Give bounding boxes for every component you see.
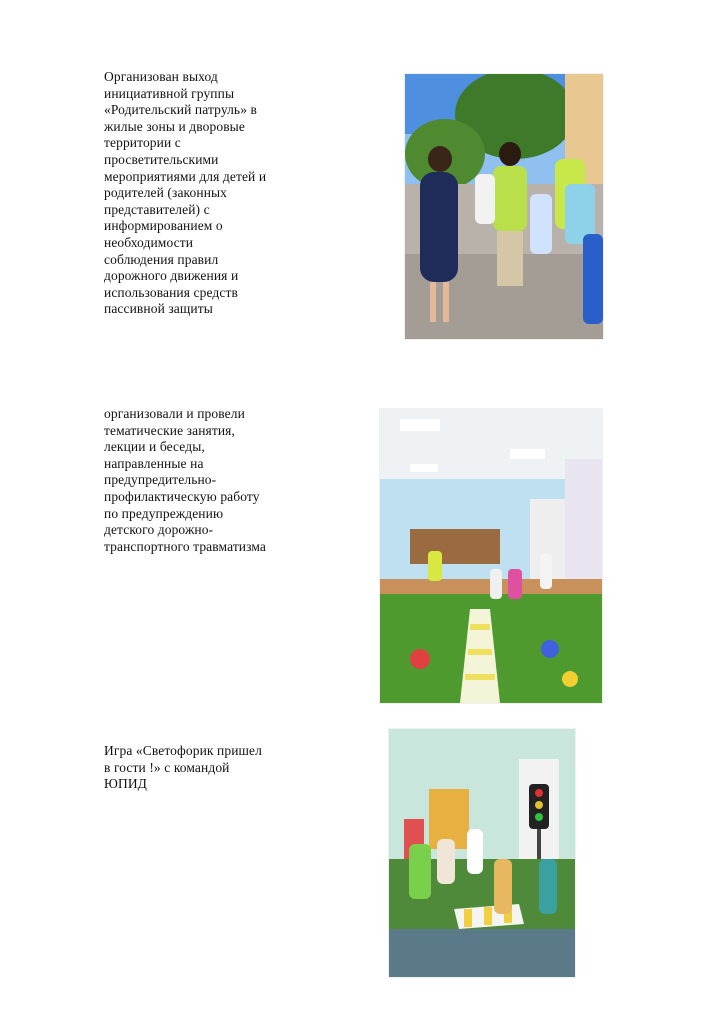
section-3-text: Игра «Светофорик пришел в гости !» с командой ЮПИД (104, 743, 262, 792)
section-1-text: Организован выход инициативной группы «Родительский патруль» в жилые зоны и дворовые территории с просветительскими мероприятиями для детей и родителей (законных представителей) с информированием о необходимости соблюдения правил дорожного движения и использования средств пассивной защиты (104, 69, 267, 317)
classroom-activity-photo (380, 409, 602, 703)
section-2-text: организовали и провели тематические занятия, лекции и беседы, направленные на предупредительно- профилактическую работу по предупреждению детского дорожно- транспортного травматизма (104, 406, 267, 554)
traffic-light-game-photo (389, 729, 575, 977)
street-patrol-photo (405, 74, 603, 339)
